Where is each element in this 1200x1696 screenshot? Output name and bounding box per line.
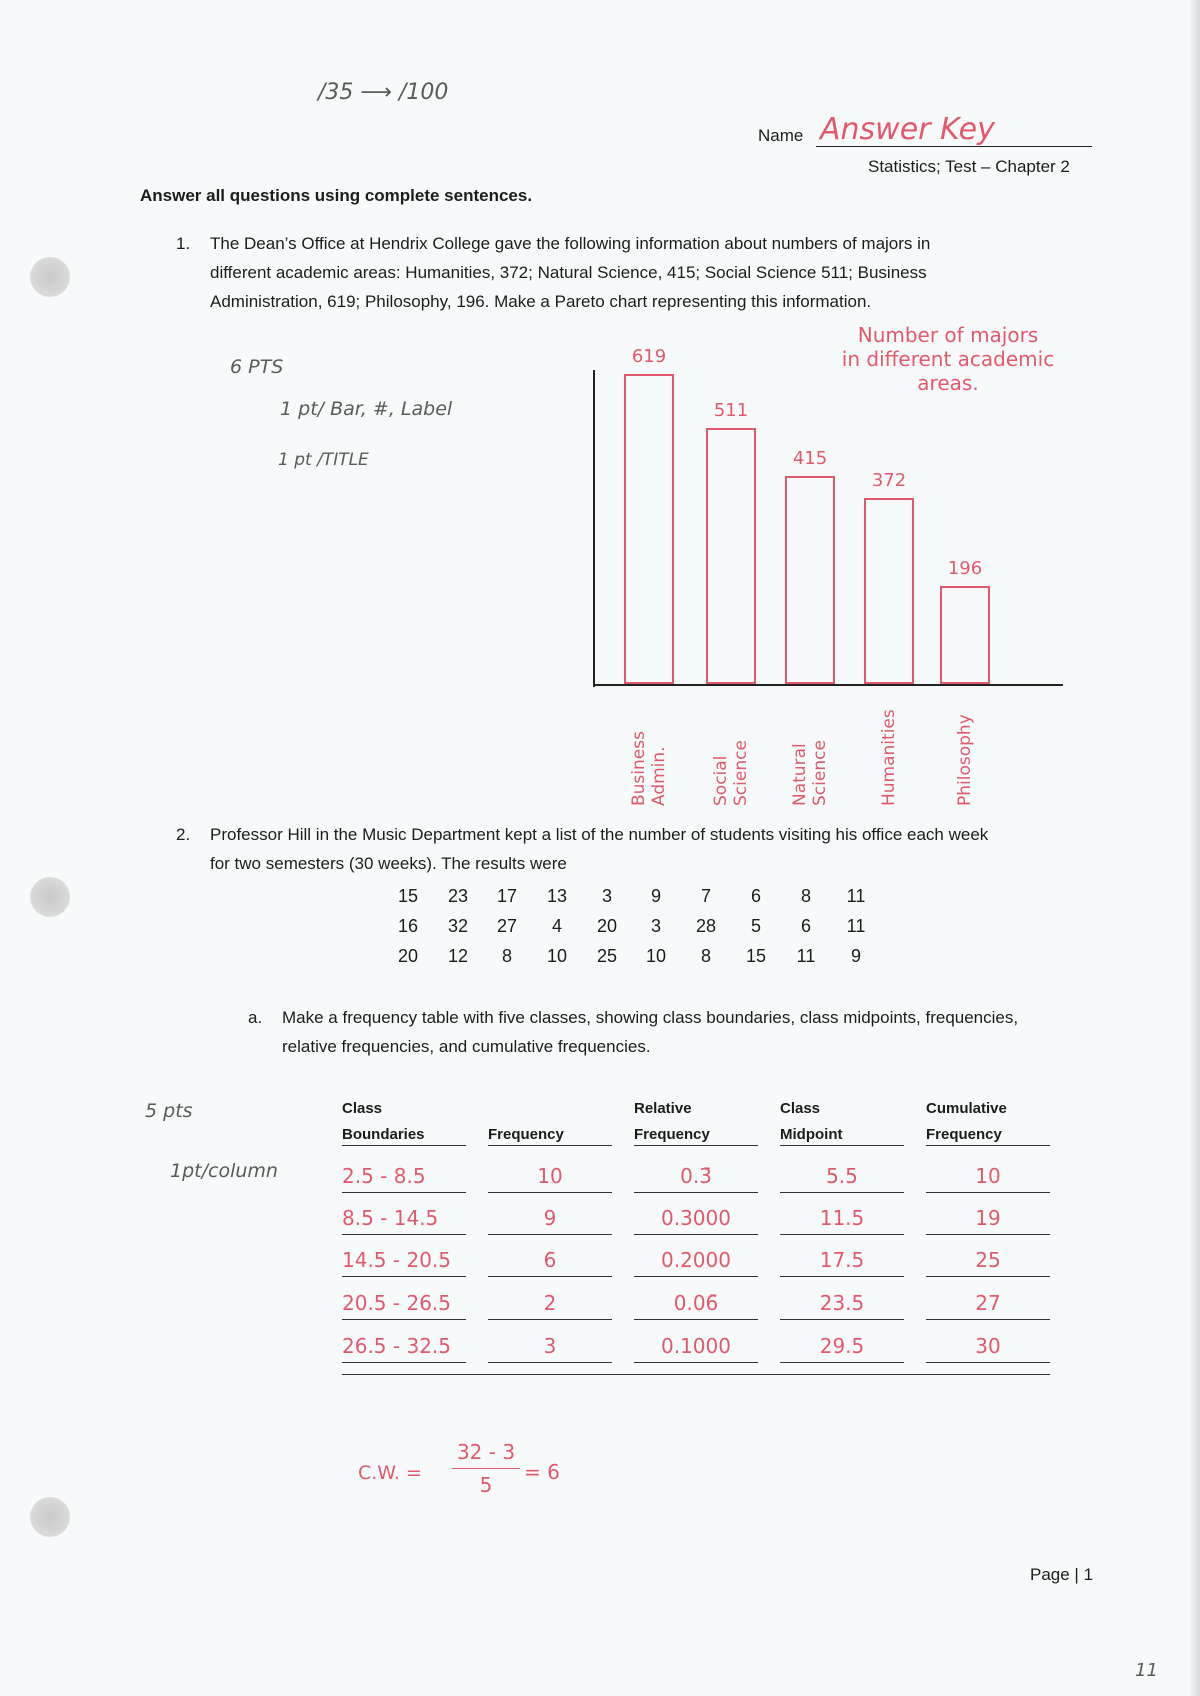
part-letter: a. [248, 1008, 263, 1027]
cell-underline [634, 1276, 758, 1277]
table-cell: 8.5 - 14.5 [342, 1206, 439, 1230]
category-label [879, 709, 899, 806]
table-header: Cumulative [926, 1100, 1007, 1117]
name-label: Name [758, 126, 804, 145]
header-underline [488, 1145, 612, 1146]
table-header: Relative [634, 1100, 692, 1117]
bar-value-label: 372 [871, 470, 907, 491]
data-value: 8 [700, 946, 711, 966]
page-number: Page | 1 [1030, 1565, 1094, 1584]
question-text-line: relative frequencies, and cumulative frequencies. [282, 1037, 651, 1056]
table-cell: 2 [543, 1291, 557, 1315]
data-value: 9 [850, 946, 861, 966]
cell-underline [780, 1192, 904, 1193]
chart-bar [706, 428, 756, 684]
data-value: 7 [700, 886, 711, 906]
cell-underline [780, 1234, 904, 1235]
cell-underline [342, 1362, 466, 1363]
data-value: 12 [447, 946, 469, 966]
punch-hole [30, 877, 70, 917]
grading-note: 5 pts [145, 1100, 193, 1122]
table-cell: 3 [543, 1334, 557, 1358]
question-text-line: Administration, 619; Philosophy, 196. Make a Pareto chart representing this information. [210, 292, 872, 311]
category-label-line: Natural [790, 743, 810, 806]
cell-underline [342, 1192, 466, 1193]
category-label-line: Science [810, 740, 830, 806]
data-value: 3 [650, 916, 661, 936]
question-text-line: Make a frequency table with five classes, showing class boundaries, class midpoints, frequencies, [282, 1008, 1019, 1027]
category-label-line: Philosophy [955, 714, 975, 806]
data-value: 15 [745, 946, 767, 966]
table-cell: 25 [975, 1248, 1001, 1272]
table-cell: 30 [975, 1334, 1001, 1358]
class-width-denominator: 5 [479, 1473, 493, 1497]
category-label-line: Social [711, 755, 731, 806]
cell-underline [926, 1192, 1050, 1193]
cell-underline [488, 1276, 612, 1277]
cell-underline [926, 1319, 1050, 1320]
data-value: 10 [645, 946, 667, 966]
table-header: Frequency [488, 1126, 564, 1143]
chart-x-axis [593, 684, 1063, 686]
grading-note: 1 pt/ Bar, #, Label [280, 398, 453, 420]
table-cell: 0.1000 [661, 1334, 731, 1358]
data-value: 23 [447, 886, 469, 906]
table-cell: 17.5 [819, 1248, 865, 1272]
table-cell: 20.5 - 26.5 [342, 1291, 451, 1315]
category-label-line: Science [731, 740, 751, 806]
table-cell: 2.5 - 8.5 [342, 1164, 426, 1188]
category-label [790, 740, 830, 806]
data-value: 16 [397, 916, 419, 936]
cell-underline [926, 1234, 1050, 1235]
punch-hole [30, 1497, 70, 1537]
data-value: 20 [397, 946, 419, 966]
table-cell: 9 [543, 1206, 557, 1230]
data-value: 6 [800, 916, 811, 936]
table-cell: 27 [975, 1291, 1001, 1315]
data-value: 8 [501, 946, 512, 966]
data-value: 25 [596, 946, 618, 966]
grading-note: 6 PTS [230, 356, 284, 378]
data-value: 20 [596, 916, 618, 936]
table-cell: 10 [975, 1164, 1001, 1188]
table-cell: 19 [975, 1206, 1001, 1230]
score-note: /35 ⟶ /100 [318, 80, 449, 105]
class-width-result: = 6 [524, 1460, 560, 1484]
data-value: 5 [750, 916, 761, 936]
data-value: 6 [750, 886, 761, 906]
question-text-line: for two semesters (30 weeks). The results were [210, 854, 567, 873]
data-value: 15 [397, 886, 419, 906]
name-value: Answer Key [820, 112, 995, 147]
category-label [629, 731, 669, 806]
cell-underline [634, 1362, 758, 1363]
table-header: Boundaries [342, 1126, 425, 1143]
cell-underline [488, 1319, 612, 1320]
question-text-line: Professor Hill in the Music Department kept a list of the number of students visiting his office each week [210, 825, 989, 844]
cell-underline [780, 1319, 904, 1320]
instructions: Answer all questions using complete sentences. [140, 186, 533, 205]
punch-hole [30, 257, 70, 297]
header-underline [342, 1145, 466, 1146]
data-value: 28 [695, 916, 717, 936]
chart-y-axis [593, 370, 595, 687]
table-cell: 5.5 [826, 1164, 858, 1188]
table-cell: 0.06̄ [673, 1291, 719, 1315]
class-width-numerator: 32 - 3 [456, 1440, 516, 1464]
table-cell: 10 [537, 1164, 563, 1188]
data-value: 8 [800, 886, 811, 906]
table-header: Frequency [926, 1126, 1002, 1143]
table-header: Frequency [634, 1126, 710, 1143]
table-cell: 0.2000 [661, 1248, 731, 1272]
chart-bar [624, 374, 674, 684]
table-cell: 11.5 [819, 1206, 865, 1230]
question-number: 2. [176, 825, 191, 844]
grading-note: 1pt/column [170, 1160, 278, 1182]
table-cell: 26.5 - 32.5 [342, 1334, 451, 1358]
bar-value-label: 415 [792, 448, 828, 469]
cell-underline [926, 1276, 1050, 1277]
data-value: 27 [496, 916, 518, 936]
category-label-line: Humanities [879, 709, 899, 806]
cell-underline [342, 1276, 466, 1277]
header-underline [926, 1145, 1050, 1146]
class-width-label: C.W. = [358, 1462, 422, 1484]
cell-underline [926, 1362, 1050, 1363]
cell-underline [342, 1319, 466, 1320]
header-underline [780, 1145, 904, 1146]
table-bottom-rule [342, 1374, 1050, 1375]
chart-bar [785, 476, 835, 684]
bar-value-label: 511 [713, 400, 749, 421]
cell-underline [780, 1276, 904, 1277]
data-value: 13 [546, 886, 568, 906]
cell-underline [634, 1234, 758, 1235]
bar-value-label: 619 [631, 346, 667, 367]
cell-underline [488, 1234, 612, 1235]
table-header: Midpoint [780, 1126, 843, 1143]
table-cell: 6 [543, 1248, 557, 1272]
fraction-bar [452, 1468, 520, 1469]
table-cell: 0.3000 [661, 1206, 731, 1230]
page-edge [1190, 0, 1200, 1696]
question-number: 1. [176, 234, 191, 253]
category-label-line: Admin. [649, 746, 669, 806]
chart-title-line: Number of majors [857, 323, 1039, 347]
cell-underline [342, 1234, 466, 1235]
bar-value-label: 196 [947, 558, 983, 579]
question-text-line: different academic areas: Humanities, 372; Natural Science, 415; Social Science 511; Business [210, 263, 927, 282]
data-value: 10 [546, 946, 568, 966]
category-label-line: Business [629, 731, 649, 806]
corner-mark: 11 [1135, 1660, 1158, 1681]
data-value: 11 [846, 886, 866, 906]
chart-bar [864, 498, 914, 684]
table-cell: 23.5 [819, 1291, 865, 1315]
cell-underline [634, 1319, 758, 1320]
data-value: 32 [447, 916, 469, 936]
cell-underline [488, 1362, 612, 1363]
cell-underline [634, 1192, 758, 1193]
data-value: 3 [601, 886, 612, 906]
table-cell: 0.3̄ [680, 1164, 712, 1188]
table-cell: 29.5 [819, 1334, 865, 1358]
test-subtitle: Statistics; Test – Chapter 2 [868, 157, 1070, 176]
cell-underline [780, 1362, 904, 1363]
table-header: Class [342, 1100, 383, 1117]
header-underline [634, 1145, 758, 1146]
data-value: 11 [796, 946, 816, 966]
table-header: Class [780, 1100, 821, 1117]
question-text-line: The Dean’s Office at Hendrix College gave the following information about numbers of majors in [210, 234, 931, 253]
data-value: 4 [551, 916, 562, 936]
chart-bar [940, 586, 990, 684]
grading-note: 1 pt /TITLE [278, 450, 369, 470]
data-value: 17 [496, 886, 518, 906]
cell-underline [488, 1192, 612, 1193]
chart-title-line: areas. [917, 371, 979, 395]
data-value: 9 [650, 886, 661, 906]
category-label [711, 740, 751, 806]
data-value: 11 [846, 916, 866, 936]
category-label [955, 714, 975, 806]
name-underline [816, 146, 1092, 147]
chart-title [808, 323, 1088, 395]
table-cell: 14.5 - 20.5 [342, 1248, 451, 1272]
chart-title-line: in different academic [841, 347, 1055, 371]
